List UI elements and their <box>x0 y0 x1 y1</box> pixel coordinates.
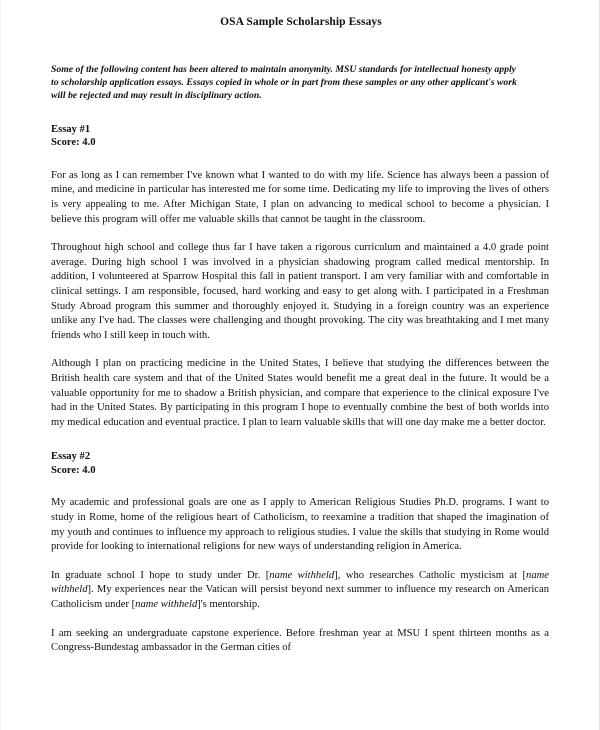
essay-1-score: Score: 4.0 <box>51 137 96 149</box>
withheld-para-part-1: In graduate school I hope to study under Dr. [ <box>51 569 270 581</box>
essay-1-paragraph-1: For as long as I can remember I've known what I wanted to do with my life. Science has always been a passion of mine, and medicine in particular has interested me for some time. Dedicating my life to improving the lives of others is very appealing to me. After Michigan State, I plan on advancing to medical school to become a physician. I believe this program will offer me valuable skills that cannot be taught in the classroom. <box>51 169 549 225</box>
essay-2-heading <box>51 450 551 477</box>
essay-2-label: Essay #2 <box>51 451 91 463</box>
withheld-name-3: name withheld <box>135 599 198 611</box>
withheld-name-1: name withheld <box>269 569 335 581</box>
page-title: OSA Sample Scholarship Essays <box>220 16 382 28</box>
essay-1-paragraph-2: Throughout high school and college thus far I have taken a rigorous curriculum and maintained a 4.0 grade point average. During high school I was involved in a physician shadowing program called medical mentorship. In addition, I volunteered at Sparrow Hospital this fall in patient transport. I am very familiar with and comfortable in clinical settings. I am responsible, focused, hard working and easy to get along with. I participated in a Freshman Study Abroad program this summer and thoroughly enjoyed it. Studying in a foreign country was an experience unlike any I've had. The classes were challenging and thought provoking. The city was breathtaking and I met many friends who I still keep in touch with. <box>51 242 549 341</box>
withheld-para-part-2: ], who researches Catholic mysticism at [ <box>334 569 527 581</box>
page-content <box>51 16 551 656</box>
essay-2-paragraph-1: My academic and professional goals are one as I apply to American Religious Studies Ph.D. programs. I want to study in Rome, home of the religious heart of Catholicism, to reexamine a tradition that shaped the imagination of my youth and continues to influence my approach to religious studies. I value the skills that studying in Rome would provide for looking to international religions for new ways of understanding religion in America. <box>51 497 549 553</box>
essay-2-score: Score: 4.0 <box>51 464 96 476</box>
essay-1-paragraph-3: Although I plan on practicing medicine in the United States, I believe that studying the differences between the British health care system and that of the United States would benefit me a great deal in the future. It would be a valuable opportunity for me to shadow a British physician, and compare that experience to the clinical exposure I've had in the United States. By participating in this program I hope to eventually combine the best of both worlds into my medical education and eventual practice. I plan to learn valuable skills that will one day make me a better doctor. <box>51 358 549 428</box>
anonymity-disclaimer: Some of the following content has been altered to maintain anonymity. MSU standards for intellectual honesty apply to scholarship application essays. Essays copied in whole or in part from these samples or any other applicant's work will be rejected and may result in disciplinary action. <box>51 64 517 102</box>
withheld-name-2: name withheld <box>51 569 549 596</box>
essay-1-label: Essay #1 <box>51 123 91 135</box>
essay-2-paragraph-3-truncated: I am seeking an undergraduate capstone experience. Before freshman year at MSU I spent thirteen months as a Congress-Bundestag ambassador in the German cities of <box>51 627 549 654</box>
essay-1-heading <box>51 123 551 150</box>
page-bottom-clip <box>1 718 599 730</box>
withheld-para-part-3: ]. My experiences near the Vatican will persist beyond next summer to influence my research on American Catholicism under [ <box>51 584 549 611</box>
essay-2-paragraph-2 <box>51 555 549 613</box>
withheld-para-part-4: ]'s mentorship. <box>197 599 260 611</box>
